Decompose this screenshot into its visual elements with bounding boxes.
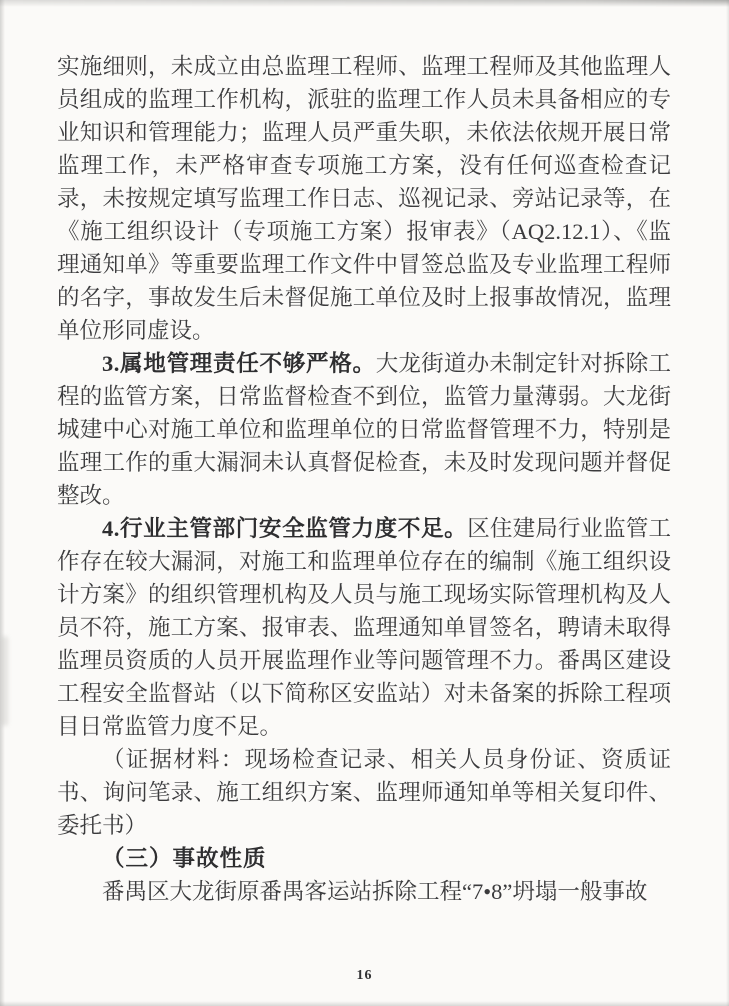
paragraph-industry-regulator [57, 512, 671, 743]
section-heading-accident-nature: （三）事故性质 [102, 846, 267, 871]
paragraph-evidence-materials: （证据材料：现场检查记录、相关人员身份证、资质证书、询问笔录、施工组织方案、监理师通知单等相关复印件、委托书） [57, 747, 671, 838]
scan-shadow-bottom-edge [0, 1001, 729, 1006]
page-number: 16 [356, 968, 373, 983]
paragraph-point-4-body: 区住建局行业监管工作存在较大漏洞，对施工和监理单位存在的编制《施工组织设计方案》的组织管理机构及人员与施工现场实际管理机构及人员不符，施工方案、报审表、监理通知单冒签名，聘请未取得监理员资质的人员开展监理作业等问题管理不力。番禺区建设工程安全监督站（以下简称区安监站）对未备案的拆除工程项目日常监管力度不足。 [57, 516, 671, 739]
scan-shadow-left-edge [0, 0, 5, 1006]
scan-smudge-artifact [2, 636, 8, 726]
document-body [57, 50, 671, 908]
paragraph-point-3-body: 大龙街道办未制定针对拆除工程的监管方案，日常监督检查不到位，监管力量薄弱。大龙街城建中心对施工单位和监理单位的日常监督管理不力，特别是监理工作的重大漏洞未认真督促检查，未及时发现问题并督促整改。 [57, 351, 671, 508]
scan-shadow-top-edge [0, 0, 729, 7]
inline-heading-point-3: 3.属地管理责任不够严格。 [102, 351, 376, 376]
page-footer [0, 966, 729, 984]
inline-heading-point-4: 4.行业主管部门安全监管力度不足。 [102, 516, 468, 541]
paragraph-territorial-management [57, 347, 671, 512]
paragraph-accident-nature: 番禺区大龙街原番禺客运站拆除工程“7•8”坍塌一般事故 [102, 879, 648, 904]
paragraph-supervision-findings: 实施细则，未成立由总监理工程师、监理工程师及其他监理人员组成的监理工作机构，派驻的监理工作人员未具备相应的专业知识和管理能力；监理人员严重失职，未依法依规开展日常监理工作，未严格审查专项施工方案，没有任何巡查检查记录，未按规定填写监理工作日志、巡视记录、旁站记录等，在《施工组织设计（专项施工方案）报审表》（AQ2.12.1）、《监理通知单》等重要监理工作文件中冒签总监及专业监理工程师的名字，事故发生后未督促施工单位及时上报事故情况，监理单位形同虚设。 [57, 54, 671, 343]
